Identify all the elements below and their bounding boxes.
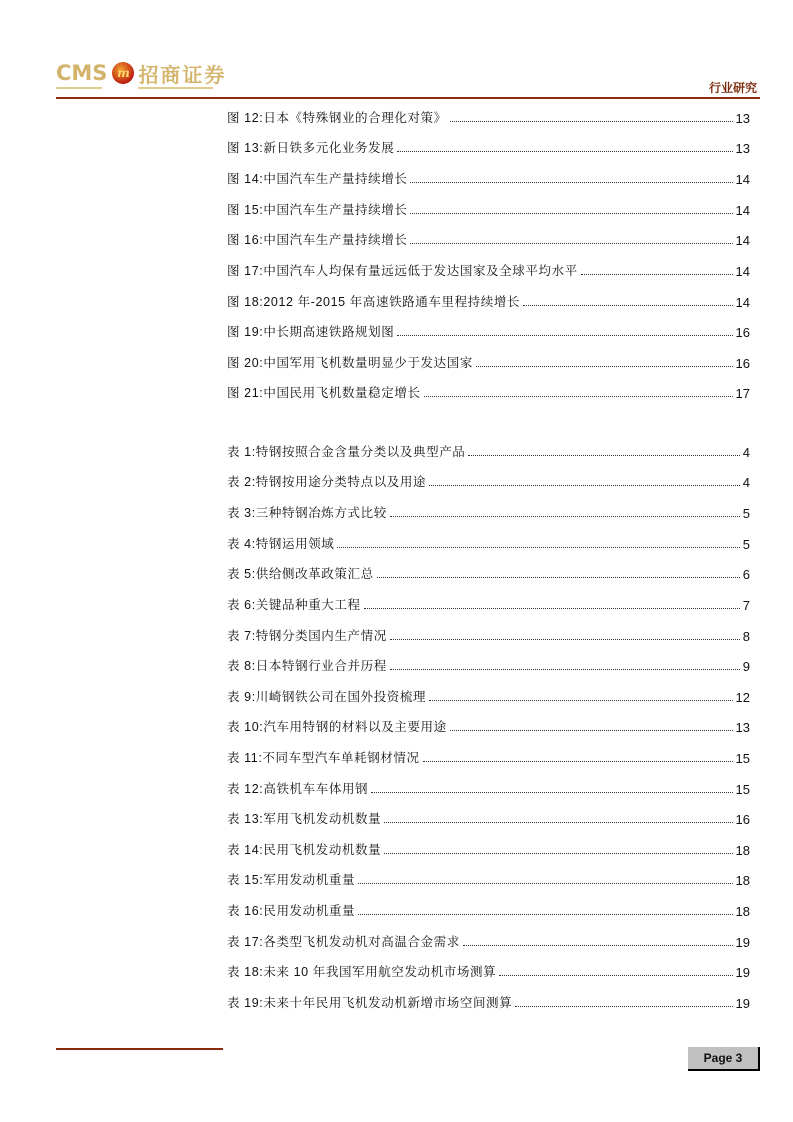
toc-figure-row[interactable] — [227, 351, 750, 371]
dot-leader — [463, 944, 733, 946]
toc-table-row[interactable] — [227, 930, 750, 950]
dot-leader — [358, 913, 732, 915]
toc-label: 表 16:民用发动机重量 — [227, 904, 356, 918]
toc-table-row[interactable] — [227, 777, 750, 797]
dot-leader — [410, 242, 732, 244]
toc-figure-row[interactable] — [227, 259, 750, 279]
toc-label: 表 18:未来 10 年我国军用航空发动机市场测算 — [227, 965, 497, 979]
toc-page-number: 5 — [742, 506, 750, 521]
toc-label: 图 14:中国汽车生产量持续增长 — [227, 172, 408, 186]
dot-leader — [337, 546, 739, 548]
dot-leader — [429, 484, 740, 486]
dot-leader — [450, 729, 733, 731]
logo-underline-left — [56, 87, 102, 89]
toc-label: 表 17:各类型飞机发动机对高温合金需求 — [227, 935, 460, 949]
dot-leader — [581, 273, 733, 275]
dot-leader — [397, 334, 732, 336]
toc-label: 图 21:中国民用飞机数量稳定增长 — [227, 386, 421, 400]
toc-page-number: 16 — [735, 812, 750, 827]
toc-page-number: 18 — [735, 843, 750, 858]
toc-label: 表 3:三种特钢冶炼方式比较 — [227, 506, 387, 520]
dot-leader — [390, 515, 740, 517]
toc-page-number: 7 — [742, 598, 750, 613]
logo-text: CMS — [56, 61, 108, 85]
toc-page-number: 15 — [735, 751, 750, 766]
toc-figure-row[interactable] — [227, 320, 750, 340]
toc-label: 表 7:特钢分类国内生产情况 — [227, 629, 387, 643]
dot-leader — [390, 668, 740, 670]
toc-table-row[interactable] — [227, 746, 750, 766]
toc-label: 表 1:特钢按照合金含量分类以及典型产品 — [227, 445, 466, 459]
toc-label: 图 18:2012 年-2015 年高速铁路通车里程持续增长 — [227, 295, 521, 309]
dot-leader — [397, 150, 732, 152]
dot-leader — [523, 304, 732, 306]
toc-page-number: 13 — [735, 720, 750, 735]
toc-page-number: 19 — [735, 996, 750, 1011]
toc-label: 表 2:特钢按用途分类特点以及用途 — [227, 475, 427, 489]
toc-label: 表 4:特钢运用领域 — [227, 537, 335, 551]
toc-page-number: 14 — [735, 295, 750, 310]
toc-label: 图 13:新日铁多元化业务发展 — [227, 141, 395, 155]
toc-label: 表 6:关键品种重大工程 — [227, 598, 361, 612]
logo-badge-icon: m — [112, 62, 134, 84]
toc-label: 表 5:供给侧改革政策汇总 — [227, 567, 374, 581]
toc-page-number: 5 — [742, 537, 750, 552]
toc-table-row[interactable] — [227, 715, 750, 735]
toc-table-row[interactable] — [227, 501, 750, 521]
footer-divider — [56, 1048, 223, 1050]
dot-leader — [499, 974, 732, 976]
toc-page-number: 16 — [735, 325, 750, 340]
dot-leader — [429, 699, 732, 701]
toc-table-row[interactable] — [227, 470, 750, 490]
toc-page-number: 16 — [735, 356, 750, 371]
dot-leader — [371, 791, 732, 793]
toc-page-number: 19 — [735, 935, 750, 950]
toc-label: 图 12:日本《特殊钢业的合理化对策》 — [227, 111, 447, 125]
toc-page-number: 17 — [735, 386, 750, 401]
toc-table-row[interactable] — [227, 899, 750, 919]
toc-table-row[interactable] — [227, 960, 750, 980]
toc-page-number: 18 — [735, 873, 750, 888]
toc-page-number: 8 — [742, 629, 750, 644]
toc-label: 表 8:日本特钢行业合并历程 — [227, 659, 387, 673]
logo-underline-right — [138, 87, 213, 89]
toc-figure-row[interactable] — [227, 198, 750, 218]
dot-leader — [515, 1005, 732, 1007]
dot-leader — [410, 181, 732, 183]
logo-cn-text: 招商证券 — [138, 62, 227, 87]
toc-label: 表 13:军用飞机发动机数量 — [227, 812, 382, 826]
toc-label: 表 14:民用飞机发动机数量 — [227, 843, 382, 857]
toc-label: 表 10:汽车用特钢的材料以及主要用途 — [227, 720, 447, 734]
toc-page-number: 4 — [742, 445, 750, 460]
dot-leader — [450, 120, 733, 122]
toc-page-number: 14 — [735, 264, 750, 279]
toc-page-number: 13 — [735, 111, 750, 126]
toc-label: 表 15:军用发动机重量 — [227, 873, 356, 887]
toc-page-number: 14 — [735, 172, 750, 187]
toc-figure-row[interactable] — [227, 290, 750, 310]
toc-page-number: 12 — [735, 690, 750, 705]
dot-leader — [390, 638, 740, 640]
toc-table-row[interactable] — [227, 868, 750, 888]
toc-figure-row[interactable] — [227, 381, 750, 401]
toc-table-row[interactable] — [227, 654, 750, 674]
toc-figure-row[interactable] — [227, 106, 750, 126]
dot-leader — [364, 607, 740, 609]
toc-table-row[interactable] — [227, 532, 750, 552]
toc-figure-row[interactable] — [227, 167, 750, 187]
toc-page-number: 15 — [735, 782, 750, 797]
toc-label: 图 17:中国汽车人均保有量远远低于发达国家及全球平均水平 — [227, 264, 578, 278]
toc-figure-row[interactable] — [227, 136, 750, 156]
dot-leader — [384, 852, 732, 854]
toc-table-row[interactable] — [227, 440, 750, 460]
company-logo — [56, 58, 226, 88]
toc-label: 表 19:未来十年民用飞机发动机新增市场空间测算 — [227, 996, 513, 1010]
dot-leader — [424, 395, 733, 397]
toc-figure-row[interactable] — [227, 228, 750, 248]
toc-page-number: 9 — [742, 659, 750, 674]
section-tag: 行业研究 — [708, 81, 757, 95]
toc-label: 图 19:中长期高速铁路规划图 — [227, 325, 395, 339]
dot-leader — [410, 212, 732, 214]
toc-label: 图 15:中国汽车生产量持续增长 — [227, 203, 408, 217]
dot-leader — [476, 365, 733, 367]
toc-table-row[interactable] — [227, 685, 750, 705]
page-number-badge: Page 3 — [688, 1047, 760, 1071]
dot-leader — [358, 882, 732, 884]
toc-page-number: 14 — [735, 203, 750, 218]
toc-table-row[interactable] — [227, 991, 750, 1011]
toc-label: 图 16:中国汽车生产量持续增长 — [227, 233, 408, 247]
toc-table-row[interactable] — [227, 807, 750, 827]
dot-leader — [423, 760, 733, 762]
toc-table-row[interactable] — [227, 624, 750, 644]
toc-table-row[interactable] — [227, 838, 750, 858]
toc-label: 表 11:不同车型汽车单耗钢材情况 — [227, 751, 420, 765]
header-divider — [56, 97, 760, 99]
toc-table-row[interactable] — [227, 562, 750, 582]
toc-label: 表 12:高铁机车车体用钢 — [227, 782, 369, 796]
toc-table-row[interactable] — [227, 593, 750, 613]
toc-label: 表 9:川崎钢铁公司在国外投资梳理 — [227, 690, 427, 704]
dot-leader — [468, 454, 739, 456]
toc-page-number: 13 — [735, 141, 750, 156]
toc-page-number: 19 — [735, 965, 750, 980]
toc-page-number: 4 — [742, 475, 750, 490]
dot-leader — [384, 821, 732, 823]
toc-label: 图 20:中国军用飞机数量明显少于发达国家 — [227, 356, 473, 370]
toc-page-number: 14 — [735, 233, 750, 248]
toc-page-number: 18 — [735, 904, 750, 919]
toc-page-number: 6 — [742, 567, 750, 582]
dot-leader — [377, 576, 740, 578]
